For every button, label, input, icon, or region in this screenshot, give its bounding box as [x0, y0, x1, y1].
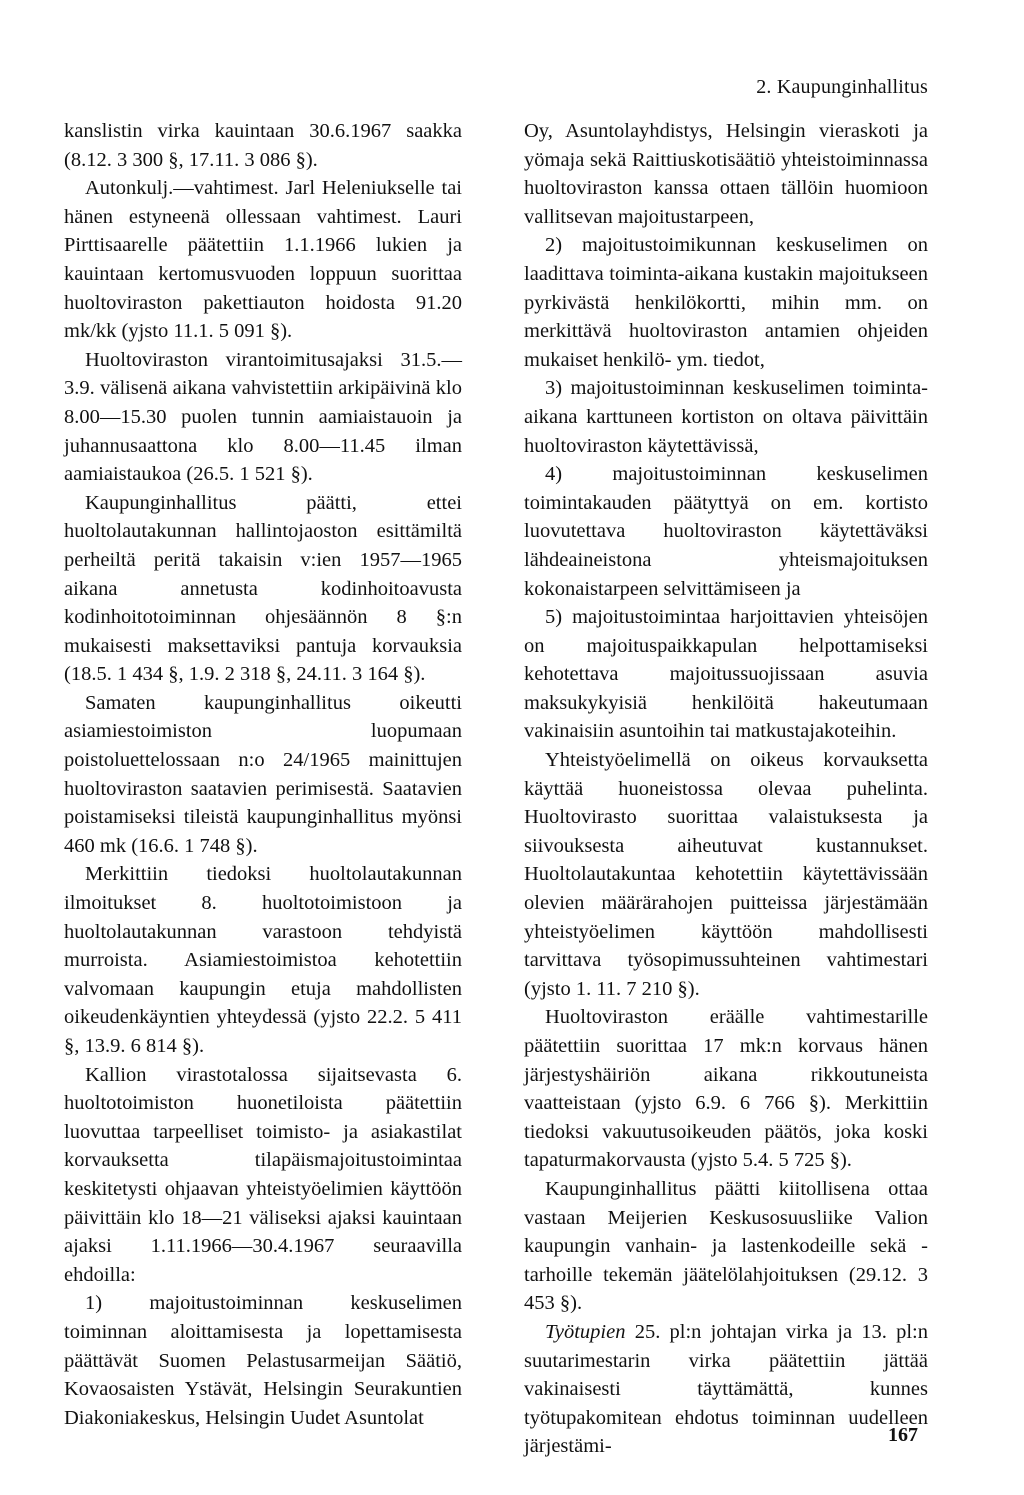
paragraph-text: 25. pl:n johtajan virka ja 13. pl:n suutarimestarin virka päätettiin jättää vakinaisesti täyttämättä, kunnes työtupakomitean ehdotus toiminnan uudelleen järjestämi-	[524, 1320, 928, 1458]
left-paragraph	[64, 1061, 462, 1290]
right-paragraph	[524, 746, 928, 1003]
right-paragraph	[524, 117, 928, 231]
paragraph-text: 5) majoitustoimintaa harjoittavien yhteisöjen on majoituspaikkapulan helpottamiseksi kehotettava majoitussuojissaan asuvia maksukykyisiä henkilöitä hakeutumaan vakinaisiin asuntoihin tai matkustajakoteihin.	[524, 606, 928, 743]
paragraph-text: Kaupunginhallitus päätti, ettei huoltolautakunnan hallintojaoston esittämiltä perheiltä peritä takaisin v:ien 1957—1965 aikana annetusta kodinhoitoavusta kodinhoitotoiminnan ohjesäännön 8 §:n mukaisesti maksettaviksi pantuja korvauksia (18.5. 1 434 §, 1.9. 2 318 §, 24.11. 3 164 §).	[64, 491, 462, 686]
paragraph-text: Merkittiin tiedoksi huoltolautakunnan ilmoitukset 8. huoltotoimistoon ja huoltolautakunnan varastoon tehdyistä murroista. Asiamiestoimistoa kehotettiin valvomaan kaupungin etuja mahdollisten oikeudenkäyntien yhteydessä (yjsto 22.2. 5 411 §, 13.9. 6 814 §).	[64, 863, 462, 1057]
left-paragraph	[64, 689, 462, 861]
left-paragraph	[64, 174, 462, 346]
paragraph-text: Autonkulj.—vahtimest. Jarl Heleniukselle tai hänen estyneenä ollessaan vahtimest. Lauri Pirttisaarelle päätettiin 1.1.1966 lukien ja kauintaan kertomusvuoden loppuun suorittaa huoltoviraston pakettiauton hoidosta 91.20 mk/kk (yjsto 11.1. 5 091 §).	[64, 177, 462, 343]
right-column	[524, 117, 928, 1461]
right-paragraph	[524, 603, 928, 746]
left-column	[64, 117, 462, 1432]
paragraph-text: Yhteistyöelimellä on oikeus korvauksetta käyttää huoneistossa olevaa puhelinta. Huoltovirasto suorittaa valaistuksesta ja siivouksesta aiheutuvat kustannukset. Huoltolautakuntaa kehotettiin käytettävissään olevien määrärahojen puitteissa järjestämään yhteistyöelimen käyttöön mahdollisesti tarvittava työsopimussuhteinen vahtimestari (yjsto 1. 11. 7 210 §).	[524, 749, 928, 1000]
paragraph-text: Kaupunginhallitus päätti kiitollisena ottaa vastaan Meijerien Keskusosuusliike Valion kaupungin vanhain- ja lastenkodeille sekä -tarhoille tekemän jäätelölahjoituksen (29.12. 3 453 §).	[524, 1177, 928, 1315]
paragraph-text: 3) majoitustoiminnan keskuselimen toiminta-aikana karttuneen kortiston on oltava päivittäin huoltoviraston käytettävissä,	[524, 377, 928, 457]
left-paragraph	[64, 346, 462, 489]
paragraph-text: Huoltoviraston virantoimitusajaksi 31.5.—3.9. välisenä aikana vahvistettiin arkipäivinä klo 8.00—15.30 puolen tunnin aamiaistauoin ja juhannusaattona klo 8.00—11.45 ilman aamiaistaukoa (26.5. 1 521 §).	[64, 348, 462, 486]
running-head: 2. Kaupunginhallitus	[756, 76, 928, 98]
paragraph-text: 4) majoitustoiminnan keskuselimen toimintakauden päätyttyä on em. kortisto luovutettava huoltoviraston käytettäväksi lähdeaineistona yhteismajoituksen kokonaistarpeen selvittämiseen ja	[524, 463, 928, 600]
paragraph-text: Kallion virastotalossa sijaitsevasta 6. huoltotoimiston huonetiloista päätettiin luovuttaa tarpeelliset toimisto- ja asiakastilat korvauksetta tilapäismajoitustoimintaa keskitetysti ohjaavan yhteistyöelimien käyttöön päivittäin klo 18—21 väliseksi ajaksi kauintaan ajaksi 1.11.1966—30.4.1967 seuraavilla ehdoilla:	[64, 1063, 462, 1286]
right-paragraph	[524, 460, 928, 603]
right-paragraph	[524, 1003, 928, 1175]
left-paragraph	[64, 489, 462, 689]
left-paragraph	[64, 117, 462, 174]
paragraph-text: Huoltoviraston eräälle vahtimestarille päätettiin suorittaa 17 mk:n korvaus hänen järjestyshäiriön aikana rikkoutuneista vaatteistaan (yjsto 6.9. 6 766 §). Merkittiin tiedoksi vakuutusoikeuden päätös, joka koski tapaturmakorvausta (yjsto 5.4. 5 725 §).	[524, 1006, 928, 1172]
paragraph-text: 1) majoitustoiminnan keskuselimen toiminnan aloittamisesta ja lopettamisesta päättävät Suomen Pelastusarmeijan Säätiö, Kovaosaisten Ystävät, Helsingin Seurakuntien Diakoniakeskus, Helsingin Uudet Asuntolat	[64, 1292, 462, 1429]
italic-lead-word: Työtupien	[545, 1320, 626, 1343]
paragraph-text: 2) majoitustoimikunnan keskuselimen on laadittava toiminta-aikana kustakin majoitukseen pyrkivästä henkilökortti, mihin mm. on merkittävä huoltoviraston antamien ohjeiden mukaiset henkilö- ym. tiedot,	[524, 234, 928, 371]
right-paragraph	[524, 1175, 928, 1318]
left-paragraph	[64, 1289, 462, 1432]
right-paragraph	[524, 1318, 928, 1461]
paragraph-text: Samaten kaupunginhallitus oikeutti asiamiestoimiston luopumaan poistoluettelossaan n:o 24/1965 mainittujen huoltoviraston saatavien perimisestä. Saatavien poistamiseksi tileistä kaupunginhallitus myönsi 460 mk (16.6. 1 748 §).	[64, 691, 462, 857]
paragraph-text: kanslistin virka kauintaan 30.6.1967 saakka (8.12. 3 300 §, 17.11. 3 086 §).	[64, 120, 462, 171]
right-paragraph	[524, 231, 928, 374]
paragraph-text: Oy, Asuntolayhdistys, Helsingin vieraskoti ja yömaja sekä Raittiuskotisäätiö yhteistoiminnassa huoltoviraston kanssa ottaen tällöin huomioon vallitsevan majoitustarpeen,	[524, 120, 928, 228]
right-paragraph	[524, 374, 928, 460]
page-number: 167	[888, 1424, 918, 1446]
left-paragraph	[64, 860, 462, 1060]
